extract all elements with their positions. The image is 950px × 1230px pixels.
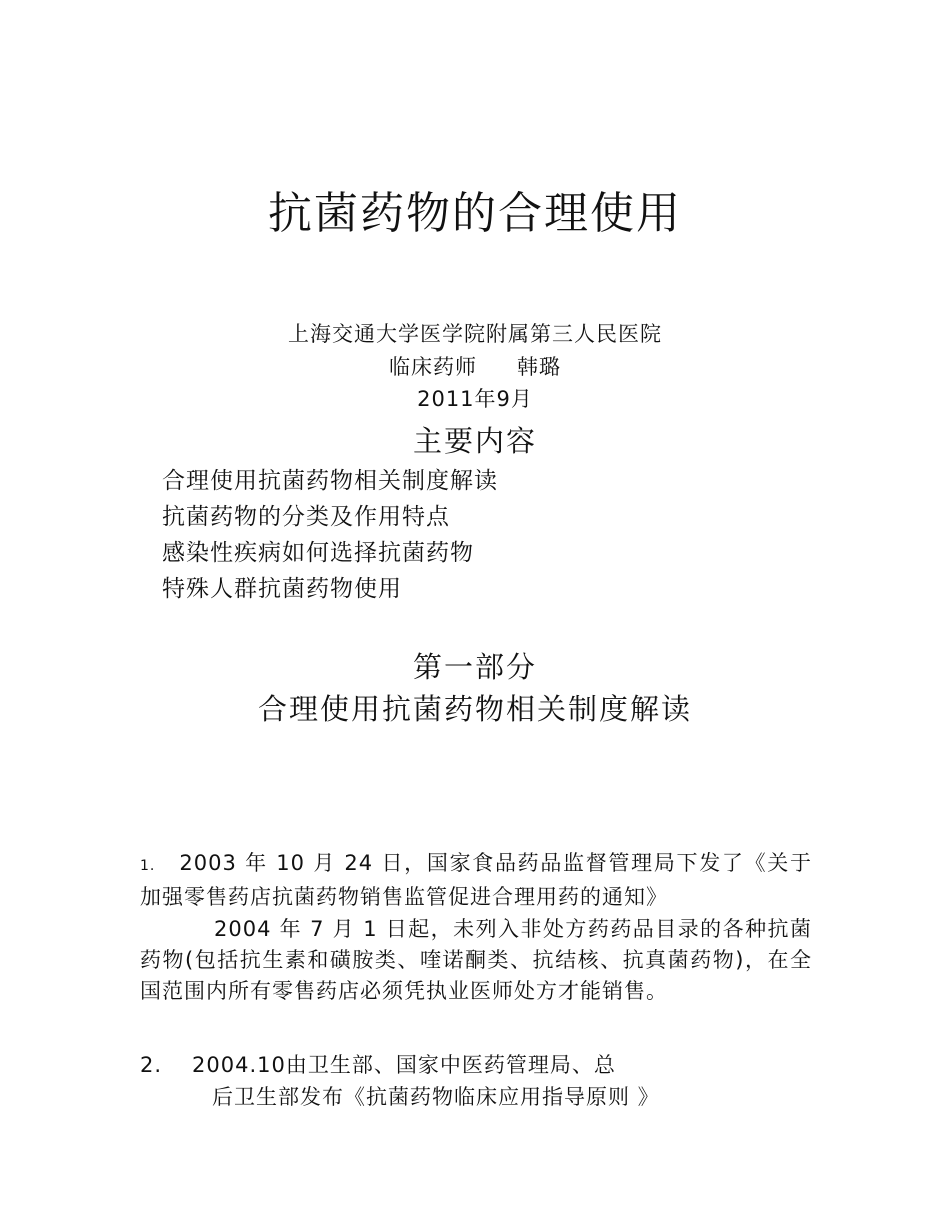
document-date: 2011年9月 [417,387,533,411]
toc-item: 抗菌药物的分类及作用特点 [162,504,450,530]
toc-list [162,463,498,607]
list-item-text: 2004.10由卫生部、国家中医药管理局、总 [192,1053,616,1077]
toc-item: 感染性疾病如何选择抗菌药物 [162,540,474,566]
list-item-number: 2. [140,1053,163,1077]
toc-heading: 主要内容 [412,424,537,458]
section-title: 合理使用抗菌药物相关制度解读 [257,692,692,726]
section-label: 第一部分 [412,650,537,684]
document-title: 抗菌药物的合理使用 [268,188,682,239]
list-item-2 [140,1050,616,1081]
list-item-1-continuation: 2004 年 7 月 1 日起，未列入非处方药药品目录的各种抗菌药物(包括抗生素和磺胺类、喹诺酮类、抗结核、抗真菌药物)，在全国范围内所有零售药店必须凭执业医师处方才能销售。 [140,917,812,1003]
list-item-2-continuation: 后卫生部发布《抗菌药物临床应用指导原则 》 [212,1085,660,1109]
toc-item: 特殊人群抗菌药物使用 [162,576,402,602]
institution-name: 上海交通大学医学院附属第三人民医院 [288,322,662,346]
author-role: 临床药师 [389,355,477,379]
list-item-1 [140,848,812,913]
toc-item: 合理使用抗菌药物相关制度解读 [162,468,498,494]
list-item-text: 2003 年 10 月 24 日，国家食品药品监督管理局下发了《关于加强零售药店抗菌药物销售监管促进合理用药的通知》 [140,851,812,909]
author-line [0,353,950,381]
author-name: 韩璐 [517,355,561,379]
list-item-number: 1. [140,858,156,874]
